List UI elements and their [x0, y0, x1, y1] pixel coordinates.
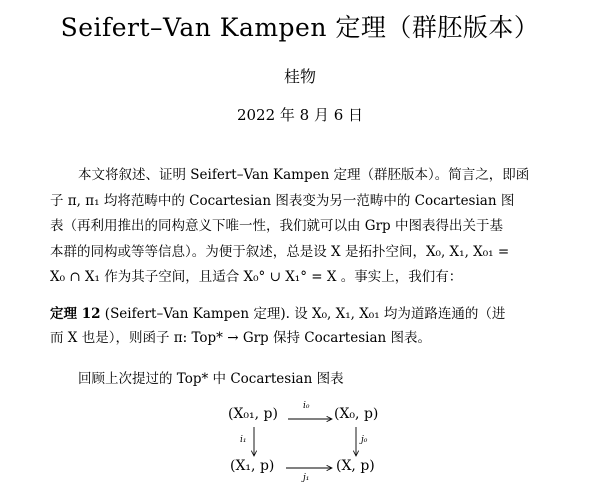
label-i1: i₁	[240, 435, 247, 445]
author: 桂物	[283, 67, 316, 86]
abstract-line: 本文将叙述、证明 Seifert–Van Kampen 定理（群胚版本）。简言之，即函	[78, 167, 530, 183]
abstract-line: X₀ ∩ X₁ 作为其子空间，且适合 X₀° ∪ X₁° = X 。事实上，我们有：	[50, 269, 463, 285]
theorem-line-1	[50, 302, 560, 326]
abstract-paragraph	[50, 163, 550, 291]
theorem-block	[50, 302, 560, 350]
node-x0-p: (X₀, p)	[334, 406, 379, 422]
node-x1-p: (X₁, p)	[230, 458, 275, 474]
abstract-line: 子 π, π₁ 均将范畴中的 Cocartesian 图表变为另一范畴中的 Cocartesian 图	[50, 192, 515, 209]
label-i0: i₀	[303, 401, 310, 411]
theorem-name: (Seifert–Van Kampen 定理).	[104, 306, 290, 322]
node-x01-p: (X₀₁, p)	[228, 406, 278, 422]
node-x-p: (X, p)	[336, 458, 375, 474]
abstract-line: 本群的同构或等等信息）。为便于叙述，总是设 X 是拓扑空间，X₀, X₁, X₀₁ =	[50, 243, 510, 260]
abstract-line: 表（再利用推出的同构意义下唯一性，我们就可以由 Grp 中图表得出关于基	[50, 218, 503, 234]
theorem-statement-1: 设 X₀, X₁, X₀₁ 均为道路连通的（进	[294, 306, 506, 322]
date: 2022 年 8 月 6 日	[236, 106, 364, 124]
recall-sentence: 回顾上次提过的 Top* 中 Cocartesian 图表	[78, 371, 344, 387]
commutative-diagram	[220, 396, 390, 492]
label-j1: j₁	[303, 473, 310, 483]
document-title: Seifert–Van Kampen 定理（群胚版本）	[60, 13, 540, 42]
label-j0: j₀	[361, 435, 368, 445]
theorem-statement-2: 而 X 也是），则函子 π: Top* → Grp 保持 Cocartesian 图表。	[50, 330, 431, 346]
theorem-label: 定理 12	[50, 306, 101, 322]
